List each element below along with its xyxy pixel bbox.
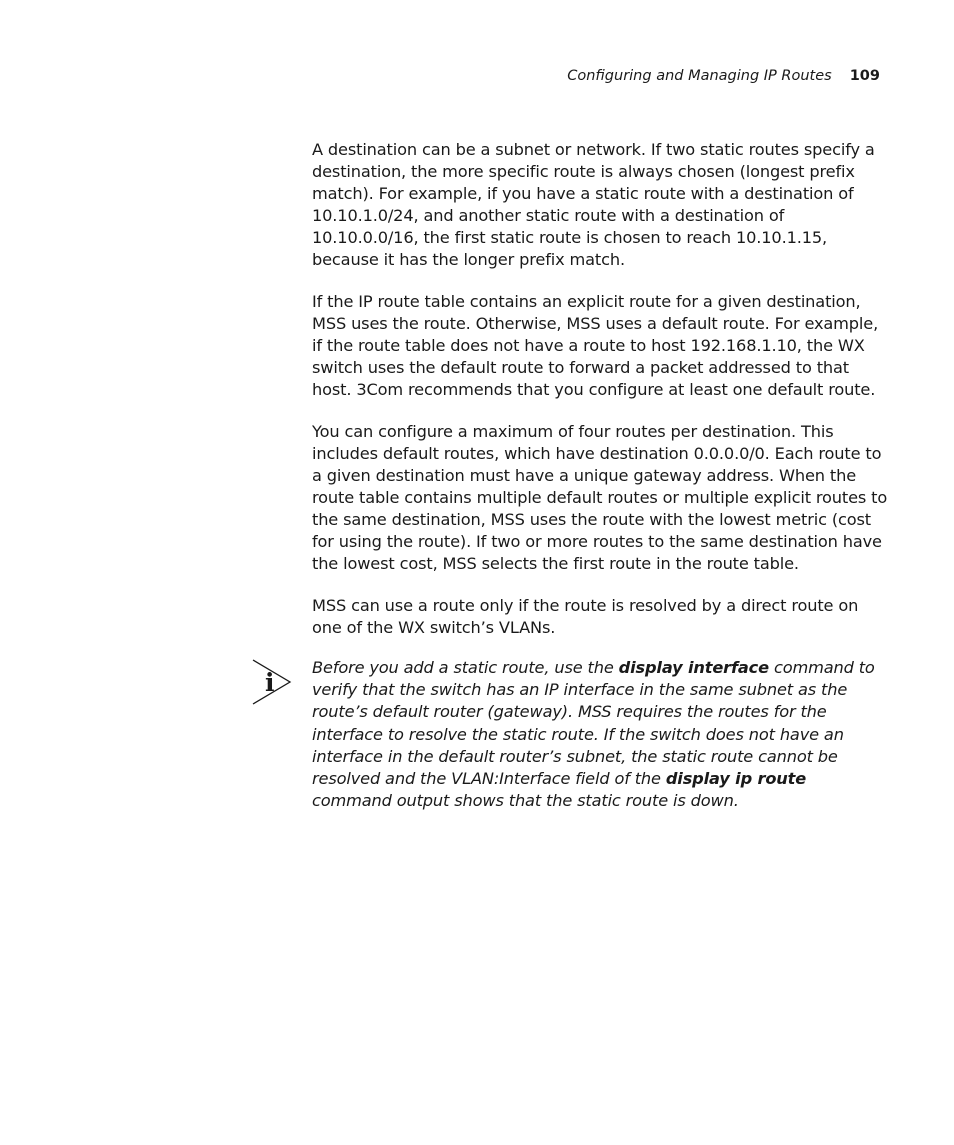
paragraph-3: You can configure a maximum of four routes per destination. This includes default routes, which have destination 0.0.0.0/0. Each route to a given destination must have a unique gateway address. When the route table contains multiple default routes or multiple explicit routes to the same destination, MSS uses the route with the lowest metric (cost for using the route). If two or more routes to the same destination have the lowest cost, MSS selects the first route in the route table.: [312, 422, 888, 573]
info-icon-glyph: i: [265, 668, 275, 697]
page-header: [567, 66, 880, 86]
body-text: [312, 139, 890, 659]
note-text-part-3: command output shows that the static route is down.: [312, 791, 739, 811]
paragraph-1: A destination can be a subnet or network. If two static routes specify a destination, the more specific route is always chosen (longest prefix match). For example, if you have a static route with a destination of 10.10.1.0/24, and another static route with a destination of 10.10.0.0/16, the first static route is chosen to reach 10.10.1.15, because it has the longer prefix match.: [312, 140, 875, 269]
page-number: 109: [849, 68, 880, 84]
command-display-ip-route: display ip route: [665, 769, 807, 789]
info-icon: [252, 659, 292, 705]
section-title: Configuring and Managing IP Routes: [567, 68, 832, 84]
note-text: [312, 657, 890, 812]
note-text-part-1: Before you add a static route, use the: [312, 658, 619, 677]
paragraph-2: If the IP route table contains an explicit route for a given destination, MSS uses the route. Otherwise, MSS uses a default route. For example, if the route table does not have a route to host 192.168.1.10, the WX switch uses the default route to forward a packet addressed to that host. 3Com recommends that you configure at least one default route.: [312, 292, 879, 399]
paragraph-4: MSS can use a route only if the route is resolved by a direct route on one of the WX switch’s VLANs.: [312, 596, 859, 637]
note-text-part-2: command to verify that the switch has an IP interface in the same subnet as the route’s default router (gateway). MSS requires the routes for the interface to resolve the static route. If the switch does not have an interface in the default router’s subnet, the static route cannot be resolved and the VLAN:Interface field of the: [312, 658, 875, 789]
command-display-interface: display interface: [618, 658, 769, 677]
info-note: [252, 657, 892, 812]
